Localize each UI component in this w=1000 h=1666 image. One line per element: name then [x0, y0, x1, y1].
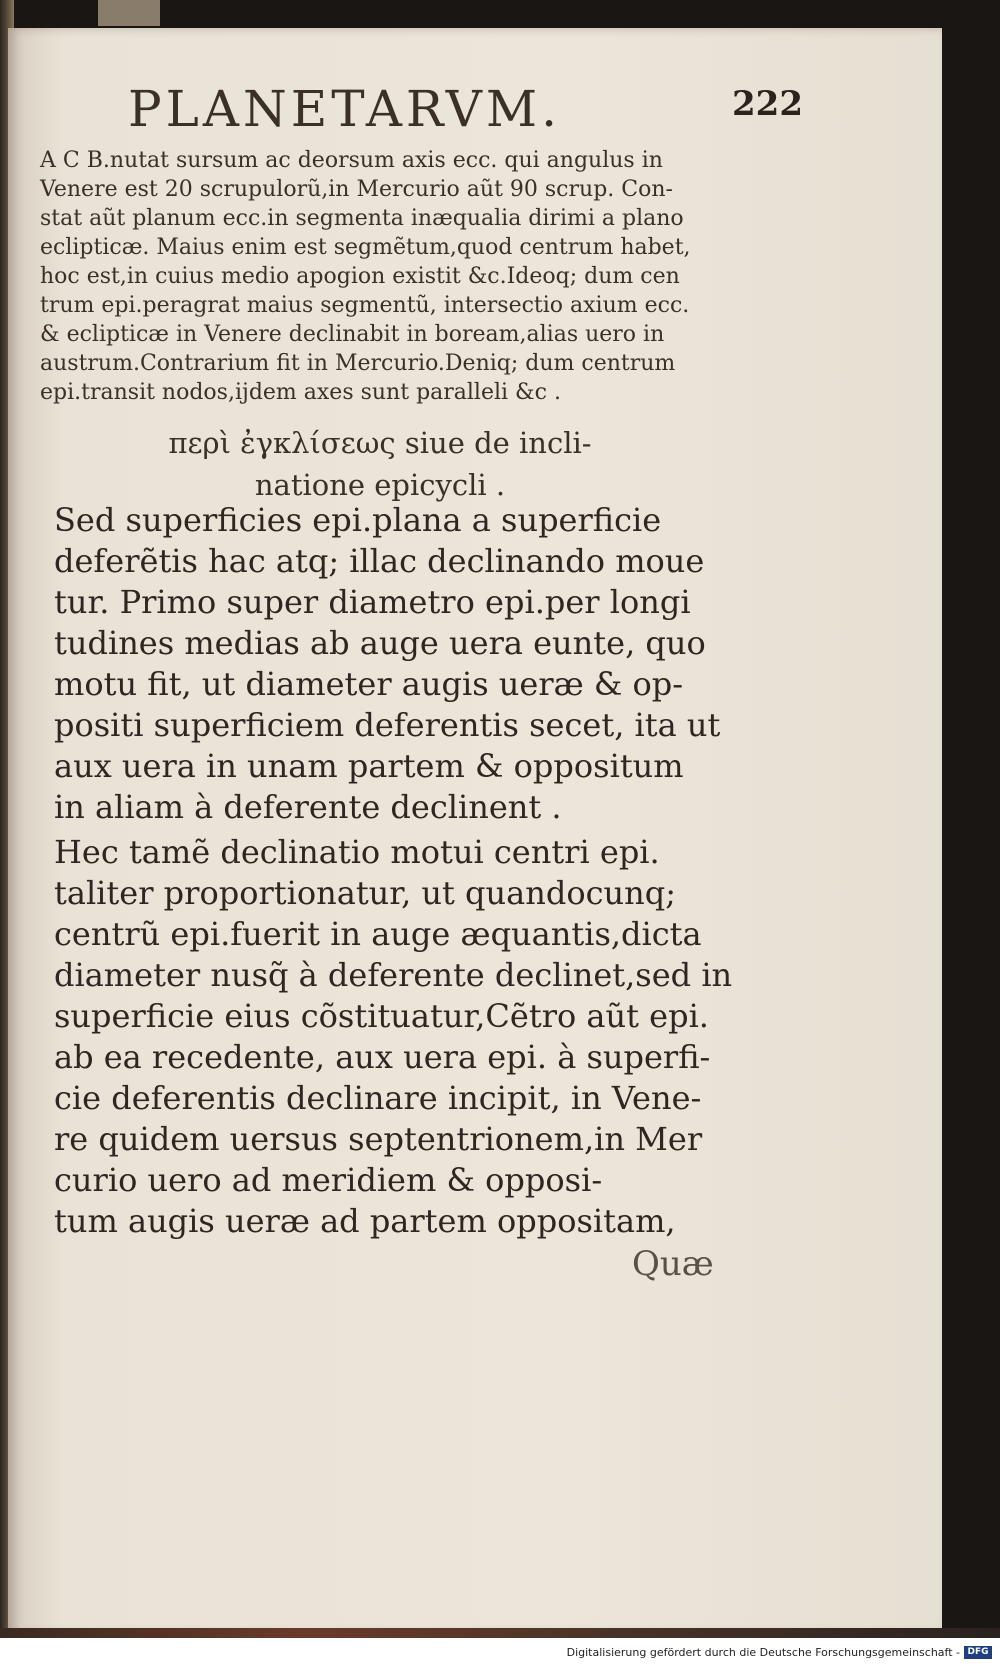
- text-line: positi superficiem deferentis secet, ita ut: [54, 706, 721, 744]
- text-line: Hec tamẽ declinatio motui centri epi.: [54, 833, 660, 871]
- text-line: & eclipticæ in Venere declinabit in boream,alias uero in: [40, 322, 665, 347]
- text-line: austrum.Contrarium fit in Mercurio.Deniq; dum centrum: [40, 351, 676, 376]
- section-heading: [40, 422, 720, 506]
- digitization-credit: Digitalisierung gefördert durch die Deutsche Forschungsgemeinschaft -: [566, 1646, 960, 1659]
- text-line: deferẽtis hac atq; illac declinando moue: [54, 542, 705, 580]
- text-line: ab ea recedente, aux uera epi. à superfi-: [54, 1038, 711, 1076]
- text-line: tur. Primo super diametro epi.per longi: [54, 583, 691, 621]
- catchword: Quæ: [632, 1244, 714, 1284]
- text-line: hoc est,in cuius medio apogion existit &c.Ideoq; dum cen: [40, 264, 680, 289]
- text-line: re quidem uersus septentrionem,in Mer: [54, 1120, 703, 1158]
- text-line: Sed superficies epi.plana a superficie: [54, 501, 662, 539]
- paragraph-1: [54, 500, 734, 828]
- text-line: Venere est 20 scrupulorũ,in Mercurio aũt 90 scrup. Con-: [40, 177, 673, 202]
- text-line: superficie eius cõstituatur,Cẽtro aũt epi.: [54, 997, 709, 1035]
- text-line: trum epi.peragrat maius segmentũ, intersectio axium ecc.: [40, 293, 690, 318]
- text-line: cie deferentis declinare incipit, in Vene-: [54, 1079, 702, 1117]
- text-line: tum augis ueræ ad partem oppositam,: [54, 1202, 676, 1240]
- text-line: in aliam à deferente declinent .: [54, 788, 562, 826]
- dfg-logo: DFG: [964, 1646, 992, 1659]
- page-number: 222: [732, 84, 803, 124]
- text-line: epi.transit nodos,ijdem axes sunt paralleli &c .: [40, 380, 561, 405]
- text-line: motu fit, ut diameter augis ueræ & op-: [54, 665, 684, 703]
- small-text-block: [40, 146, 720, 407]
- text-line: aux uera in unam partem & oppositum: [54, 747, 684, 785]
- text-line: diameter nusq̃ à deferente declinet,sed in: [54, 956, 733, 994]
- text-line: eclipticæ. Maius enim est segmẽtum,quod centrum habet,: [40, 235, 691, 260]
- heading-line: natione epicycli .: [254, 468, 506, 502]
- page-bottom-edge: [0, 1628, 1000, 1638]
- text-line: tudines medias ab auge uera eunte, quo: [54, 624, 706, 662]
- text-line: stat aũt planum ecc.in segmenta inæqualia dirimi a plano: [40, 206, 684, 231]
- running-head: PLANETARVM.: [128, 80, 561, 138]
- heading-line: περὶ ἐγκλίσεως siue de incli-: [168, 426, 592, 460]
- page-tab: [98, 0, 160, 26]
- paragraph-2: [54, 832, 734, 1242]
- text-line: A C B.nutat sursum ac deorsum axis ecc. qui angulus in: [40, 148, 663, 173]
- text-line: taliter proportionatur, ut quandocunq;: [54, 874, 676, 912]
- text-line: centrũ epi.fuerit in auge æquantis,dicta: [54, 915, 702, 953]
- text-line: curio uero ad meridiem & opposi-: [54, 1161, 603, 1199]
